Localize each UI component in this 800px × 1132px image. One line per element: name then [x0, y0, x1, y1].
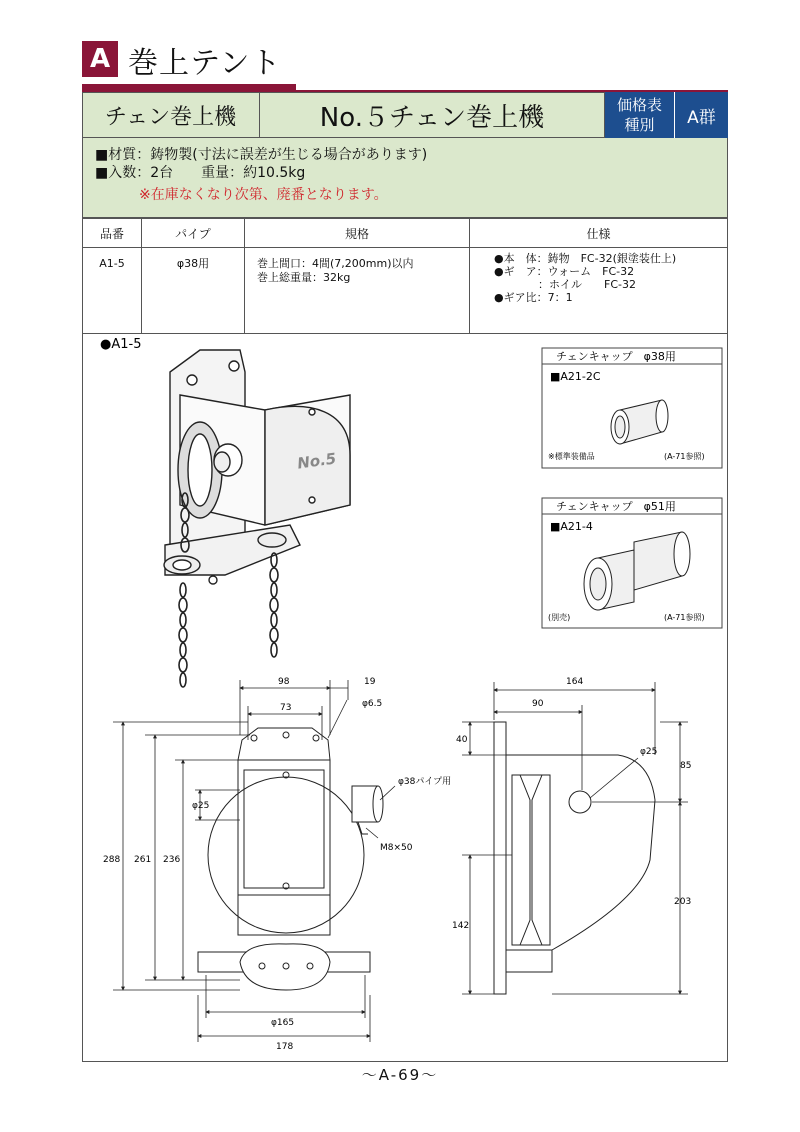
section-badge: A	[82, 41, 118, 77]
model-title: No.５チェン巻上機	[319, 102, 545, 133]
dim-85: 85	[680, 761, 692, 771]
drawings-area	[82, 322, 728, 1062]
cap2-note-right: (A-71参照)	[664, 613, 705, 622]
detail-line-3: ：ホイル FC-32	[494, 278, 636, 291]
cap1-title: チェンキャップ φ38用	[556, 350, 676, 363]
cell-detail	[470, 248, 728, 334]
dim-73: 73	[280, 703, 292, 713]
dim-236: 236	[163, 855, 181, 865]
info-block	[82, 138, 728, 218]
spec-line-2: 巻上総重量：32kg	[257, 271, 351, 284]
dim-pipe: φ38パイプ用	[398, 777, 452, 787]
dim-98: 98	[278, 677, 290, 687]
cell-code: A1-5	[83, 248, 142, 334]
cap2-title: チェンキャップ φ51用	[556, 500, 676, 513]
cap1-note-left: ※標準装備品	[548, 452, 595, 461]
header-detail: 仕様	[470, 219, 728, 248]
price-label-line-2: 種別	[624, 116, 655, 134]
side-dim-labels	[452, 677, 691, 931]
detail-line-1: ●本 体：鋳物 FC-32(銀塗装仕上)	[494, 252, 677, 265]
header-pipe: パイプ	[142, 219, 245, 248]
dim-203: 203	[674, 897, 692, 907]
quantity-text: ■入数：2台 重量：約10.5kg	[95, 165, 306, 181]
dim-90: 90	[532, 699, 544, 709]
category-label: チェン巻上機	[82, 92, 260, 138]
header-spec: 規格	[245, 219, 470, 248]
front-view	[198, 728, 383, 990]
main-figure-label: ●A1-5	[100, 337, 142, 352]
body-label: No.5	[296, 449, 338, 473]
cap1-note-right: (A-71参照)	[664, 452, 705, 461]
dim-142: 142	[452, 921, 470, 931]
side-dimensions	[462, 682, 688, 994]
price-label-line-1: 価格表	[616, 96, 662, 114]
cell-pipe: φ38用	[142, 248, 245, 334]
header-code: 品番	[83, 219, 142, 248]
cap-box-1	[542, 348, 722, 468]
cap-box-2	[542, 498, 722, 628]
dim-phi165: φ165	[271, 1018, 295, 1028]
table-header-row	[83, 219, 728, 248]
material-text: ■材質：鋳物製(寸法に誤差が生じる場合があります)	[95, 147, 428, 163]
side-view	[494, 722, 658, 994]
front-dimensions	[113, 680, 395, 1042]
section-title: 巻上テント	[128, 46, 282, 81]
dim-m8: M8×50	[380, 843, 413, 853]
detail-line-2: ●ギ ア：ウォーム FC-32	[494, 265, 635, 278]
dim-19: 19	[364, 677, 376, 687]
dim-phi6-5: φ6.5	[362, 699, 383, 709]
dim-phi25-front: φ25	[192, 801, 210, 811]
page-number: ～A-69～	[361, 1066, 439, 1084]
dim-288: 288	[103, 855, 121, 865]
dim-261: 261	[134, 855, 152, 865]
dim-178: 178	[276, 1042, 294, 1052]
cap2-note-left: (別売)	[548, 613, 571, 622]
table-row	[83, 248, 728, 334]
price-type-label	[604, 92, 674, 138]
cell-spec	[245, 248, 470, 334]
cap1-code: ■A21-2C	[550, 370, 601, 383]
chain-right	[270, 553, 278, 657]
spec-table	[82, 218, 728, 334]
detail-line-4: ●ギア比：7：1	[494, 291, 573, 304]
discontinued-notice: ※在庫なくなり次第、廃番となります。	[139, 187, 388, 203]
cap2-code: ■A21-4	[550, 520, 593, 533]
spec-line-1: 巻上間口：4間(7,200mm)以内	[257, 257, 414, 270]
dim-phi25-side: φ25	[640, 747, 658, 757]
dim-164: 164	[566, 677, 584, 687]
price-group: A群	[674, 92, 728, 138]
dim-40: 40	[456, 735, 468, 745]
